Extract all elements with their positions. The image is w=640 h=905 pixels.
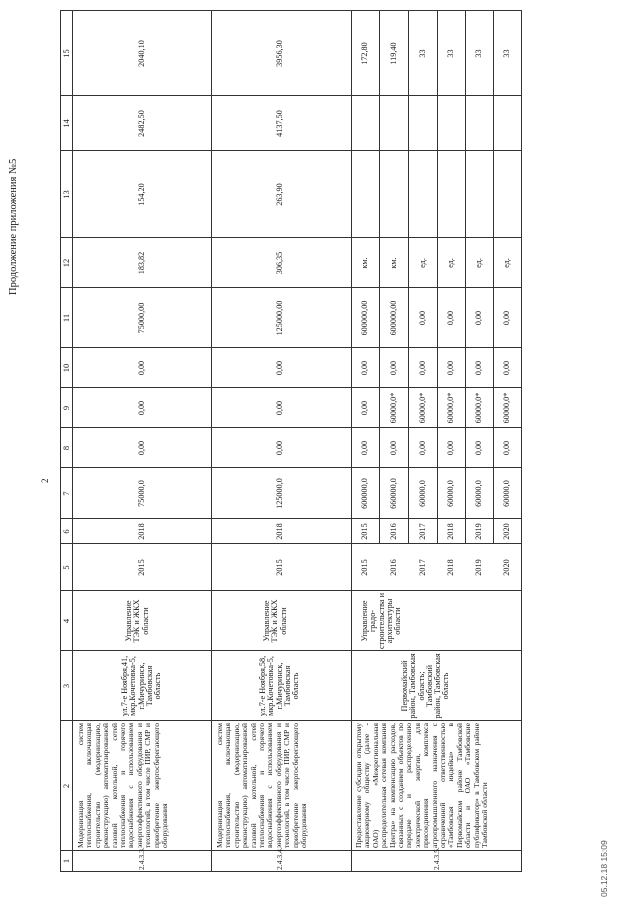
continuation-caption: Продолжение приложения №5: [8, 158, 19, 295]
local-funds: 0,00: [137, 360, 146, 376]
regional-funds: 0,00: [137, 400, 146, 416]
local-funds: 0,00: [275, 360, 284, 376]
federal-funds: 0,00: [389, 440, 398, 456]
start-year: 2015: [275, 559, 284, 576]
column-number: 9: [61, 405, 71, 411]
col-rule: [61, 720, 521, 721]
end-year: 2020: [502, 523, 511, 540]
unit-of-measure: км.: [360, 257, 369, 269]
indicator-15: 2040,10: [137, 40, 146, 67]
column-number: 3: [61, 683, 71, 689]
regional-funds: 60000,0*: [389, 392, 398, 424]
unit-of-measure: ед.: [418, 258, 427, 268]
measure-name: Модернизация систем теплоснабжения, включающая строительство (модернизацию, реконструкцию) автоматизированной газовой котельной, сетей теплоснабжения и горячего водоснабжения с использованием энергоэффективного оборудования и технологий, в том числе ПИР, СМР и приобретение энергосберегающего оборудования: [215, 723, 309, 848]
column-number: 14: [61, 119, 71, 128]
total-cost: 60000,0: [418, 480, 427, 507]
extrabudget-funds: 600000,00: [360, 300, 369, 336]
subrow-rule: [465, 11, 466, 544]
measure-name: Предоставление субсидии открытому акционерному обществу (далее - ОАО) «Межрегиональная распределительная сетевая компания Центра» на компенсацию расходов, связанных с созданием объектов по передаче и распределению электрической энергии, для присоединения комплекса агропромышленного назначения с ограниченной ответственностью «Тамбовская индейка» в Первомайском районе Тамбовской области и ОАО «Тамбовские публификатор» в Тамбовском районе Тамбовской области: [354, 723, 490, 848]
start-year: 2015: [360, 559, 369, 576]
total-cost: 125000,0: [275, 478, 284, 509]
regional-funds: 0,00: [275, 400, 284, 416]
end-year: 2017: [418, 523, 427, 540]
local-funds: 0,00: [474, 360, 483, 376]
start-year: 2018: [446, 559, 455, 576]
regional-funds: 60000,0*: [418, 392, 427, 424]
indicator-15: 33: [502, 49, 511, 58]
indicator-13: 263,90: [275, 183, 284, 206]
extrabudget-funds: 0,00: [418, 310, 427, 326]
start-year: 2015: [137, 559, 146, 576]
regional-funds: 60000,0*: [474, 392, 483, 424]
federal-funds: 0,00: [360, 440, 369, 456]
column-number: 13: [61, 190, 71, 199]
local-funds: 0,00: [418, 360, 427, 376]
col-rule: [61, 850, 521, 851]
start-year: 2016: [389, 559, 398, 576]
total-cost: 60000,0: [502, 480, 511, 507]
indicator-15: 172,80: [360, 42, 369, 65]
local-funds: 0,00: [389, 360, 398, 376]
indicator-14: 4137,50: [275, 110, 284, 137]
end-year: 2018: [446, 523, 455, 540]
extrabudget-funds: 600000,00: [389, 300, 398, 336]
extrabudget-funds: 0,00: [446, 310, 455, 326]
unit-of-measure: км.: [389, 257, 398, 269]
federal-funds: 0,00: [446, 440, 455, 456]
federal-funds: 0,00: [502, 440, 511, 456]
end-year: 2015: [360, 523, 369, 540]
row-number: 2.4.3.3.: [137, 847, 146, 870]
column-number: 10: [61, 363, 71, 373]
subrow-rule: [408, 11, 409, 544]
print-timestamp: 05.12.18 15:09: [599, 840, 609, 897]
indicator-12: 306,35: [275, 251, 284, 275]
end-year: 2018: [137, 523, 146, 540]
col-rule: [61, 150, 521, 151]
indicator-13: 154,20: [137, 183, 146, 206]
indicator-15: 33: [446, 49, 455, 58]
column-number: 11: [61, 313, 71, 323]
federal-funds: 0,00: [137, 440, 146, 456]
col-rule: [61, 650, 521, 651]
federal-funds: 0,00: [418, 440, 427, 456]
total-cost: 600000,0: [360, 478, 369, 509]
end-year: 2018: [275, 523, 284, 540]
executor: Управление ТЭК и ЖКХ области: [262, 599, 288, 643]
indicator-15: 33: [474, 49, 483, 58]
federal-funds: 0,00: [474, 440, 483, 456]
column-number: 7: [61, 491, 71, 496]
unit-of-measure: ед.: [474, 258, 483, 268]
row-rule: [351, 11, 352, 871]
column-number: 1: [61, 858, 71, 864]
federal-funds: 0,00: [275, 440, 284, 456]
column-number: 8: [61, 445, 71, 451]
column-number: 12: [61, 258, 71, 268]
program-table: [60, 10, 522, 872]
end-year: 2019: [474, 523, 483, 540]
local-funds: 0,00: [446, 360, 455, 376]
object-address: ул.7-е Ноября,58, мкр.Кочетовка-5, г.Мичуринск, Тамбовская область: [258, 655, 301, 717]
executor: Управление градо-строительства и архитектуры области: [360, 593, 403, 649]
row-number: 2.4.3.4.: [275, 847, 284, 870]
indicator-15: 3956,30: [275, 40, 284, 67]
extrabudget-funds: 0,00: [502, 310, 511, 326]
total-cost: 60000,0: [446, 480, 455, 507]
local-funds: 0,00: [360, 360, 369, 376]
total-cost: 75000,0: [137, 480, 146, 507]
local-funds: 0,00: [502, 360, 511, 376]
row-rule: [72, 11, 73, 871]
column-number: 2: [61, 783, 71, 789]
object-address: ул.7-е Ноября,41, мкр.Кочетовка-5, г.Мичуринск, Тамбовская область: [120, 655, 163, 717]
subrow-rule: [379, 11, 380, 544]
indicator-15: 119,40: [389, 42, 398, 65]
total-cost: 660000,0: [389, 478, 398, 509]
unit-of-measure: ед.: [446, 258, 455, 268]
start-year: 2017: [418, 559, 427, 576]
extrabudget-funds: 75000,00: [137, 302, 146, 334]
extrabudget-funds: 0,00: [474, 310, 483, 326]
indicator-15: 33: [418, 49, 427, 58]
column-number: 4: [61, 618, 71, 624]
row-number: 2.4.3.5.: [432, 847, 441, 870]
extrabudget-funds: 125000,00: [275, 300, 284, 336]
page-number: 2: [40, 478, 50, 483]
indicator-12: 183,82: [137, 251, 146, 275]
unit-of-measure: ед.: [502, 258, 511, 268]
column-number: 5: [61, 565, 71, 570]
subrow-rule: [493, 11, 494, 544]
regional-funds: 60000,0*: [446, 392, 455, 424]
subrow-rule: [437, 11, 438, 544]
column-number: 15: [61, 49, 71, 58]
start-year: 2019: [474, 559, 483, 576]
total-cost: 60000,0: [474, 480, 483, 507]
indicator-14: 2482,50: [137, 110, 146, 137]
end-year: 2016: [389, 523, 398, 540]
object-address: Первомайский район, Тамбовская область; Тамбовский район, Тамбовская область: [400, 653, 451, 719]
column-number: 6: [61, 529, 71, 534]
measure-name: Модернизация систем теплоснабжения, включающая строительство (модернизацию, реконструкцию) автоматизированной газовой котельной, сетей теплоснабжения и горячего водоснабжения с использованием энергоэффективного оборудования и технологий, в том числе ПИР, СМР и приобретение энергосберегающего оборудования: [76, 723, 170, 848]
regional-funds: 60000,0*: [502, 392, 511, 424]
start-year: 2020: [502, 559, 511, 576]
row-rule: [211, 11, 212, 871]
regional-funds: 0,00: [360, 400, 369, 416]
executor: Управление ТЭК и ЖКХ области: [124, 599, 150, 643]
